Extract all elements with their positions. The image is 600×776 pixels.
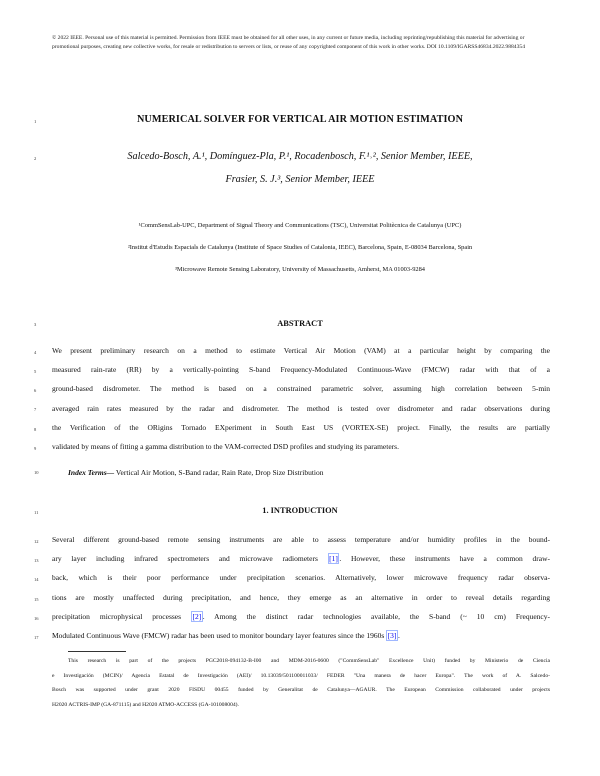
intro-line: Modulated Continuous Wave (FMCW) radar has been used to monitor boundary layer features since the 1960s [3] . (52, 630, 400, 640)
index-terms (68, 468, 324, 477)
line-number: 2 (34, 156, 37, 161)
intro-line: Several different ground-based remote sensing instruments are able to assess temperature and/or humidity profiles in the bound- (52, 535, 550, 544)
line-number: 7 (34, 407, 37, 412)
line-number: 17 (34, 635, 39, 640)
line-number: 10 (34, 470, 39, 475)
citation-link[interactable]: [3] (387, 630, 397, 640)
intro-line: ary layer including infrared spectrometers and microwave radiometers [1] . However, these instruments have a common draw- (52, 554, 550, 564)
footnote-line: e Investigación (MCIN)/ Agencia Estatal de Investigación (AEI)/ 10.13039/501100011033/ FEDER "Una manera de hacer Europa". The work of A. Salcedo- (52, 672, 550, 679)
line-number: 12 (34, 539, 39, 544)
line-number: 14 (34, 577, 39, 582)
citation-link[interactable]: [2] (192, 611, 202, 621)
introduction-body (52, 530, 550, 645)
intro-line: back, which is their poor performance under precipitation scenarios. Alternatively, lower microwave frequency radar observa- (52, 573, 550, 583)
line-number: 16 (34, 616, 39, 621)
intro-line: precipitation microphysical processes [2] . Among the distinct radar technologies available, the S-band (~ 10 cm) Frequency- (52, 611, 550, 621)
line-number: 9 (34, 446, 37, 451)
index-terms-text: Vertical Air Motion, S-Band radar, Rain Rate, Drop Size Distribution (114, 468, 324, 477)
footnote-rule (68, 651, 126, 652)
line-number: 1 (34, 119, 37, 124)
abstract-heading: ABSTRACT (277, 319, 323, 328)
affiliation-3: ³Microwave Remote Sensing Laboratory, University of Massachusetts, Amherst, MA 01003-9284 (175, 266, 425, 273)
line-number: 11 (34, 510, 39, 515)
affiliation-1: ¹CommSensLab-UPC, Department of Signal Theory and Communications (TSC), Universitat Politècnica de Catalunya (UPC) (138, 222, 462, 229)
affiliation-2: ²Institut d'Estudis Espacials de Catalunya (Institute of Space Studies of Catalonia, IEEC), Barcelona, Spain, E-08034 Barcelona, Spain (127, 244, 473, 251)
line-number: 13 (34, 558, 39, 563)
author-list-line-1: Salcedo-Bosch, A.¹, Domínguez-Pla, P.¹, Rocadenbosch, F.¹˒², Senior Member, IEEE, (127, 151, 473, 162)
citation-link[interactable]: [1] (329, 554, 338, 564)
footnote-line: This research is part of the projects PGC2018-094132-B-I00 and MDM-2016-0600 ("CommSensLab" Excellence Unit) funded by Ministerio de Ciencia (68, 658, 550, 664)
line-number: 4 (34, 350, 37, 355)
abstract-line: averaged rain rates measured by the radar and disdrometer. The method is tested over disdrometer and radar observations during (52, 403, 550, 413)
index-terms-label: Index Terms— (68, 468, 115, 477)
introduction-heading: 1. INTRODUCTION (262, 506, 338, 515)
line-number: 6 (34, 388, 37, 393)
abstract-line: ground-based disdrometer. The method is based on a constrained parametric solver, assuming high correlation between 5-min (52, 384, 550, 394)
author-list-line-2: Frasier, S. J.³, Senior Member, IEEE (225, 174, 375, 185)
footnote-line: H2020 ACTRIS-IMP (GA-871115) and H2020 ATMO-ACCESS (GA-101008004). (52, 701, 239, 708)
abstract-line: validated by means of fitting a gamma distribution to the VAM-corrected DSD profiles and studying its parameters. (52, 441, 399, 451)
abstract-line: measured rain-rate (RR) by a vertically-pointing S-band Frequency-Modulated Continuous-Wave (FMCW) radar with that of a (52, 365, 550, 375)
line-number: 8 (34, 427, 37, 432)
line-number: 5 (34, 369, 37, 374)
abstract-line: We present preliminary research on a method to estimate Vertical Air Motion (VAM) at a particular height by comparing the (52, 346, 550, 355)
line-number: 3 (34, 322, 37, 327)
abstract-line: the Verification of the ORigins Tornado EXperiment in South East US (VORTEX-SE) project. Finally, the results are partially (52, 422, 550, 432)
funding-footnote (52, 654, 550, 712)
footnote-line: Bosch was supported under grant 2020 FISDU 00455 funded by Generalitat de Catalunya—AGAUR. The European Commission collaborated under projects (52, 687, 550, 693)
abstract-body (52, 341, 550, 456)
paper-title: NUMERICAL SOLVER FOR VERTICAL AIR MOTION ESTIMATION (136, 114, 464, 125)
line-number: 15 (34, 597, 39, 602)
copyright-notice: © 2022 IEEE. Personal use of this material is permitted. Permission from IEEE must be obtained for all other uses, in any current or future media, including reprinting/republishing this material for advertising or promotional purposes, creating new collective works, for resale or redistribution to servers or lists, or reuse of any copyrighted component of this work in other works. DOI 10.1109/IGARSS46834.2022.9884354 (52, 35, 525, 50)
intro-line: tions are mostly unaffected during precipitation, and hence, they emerge as an alternative in order to reveal details regarding (52, 592, 550, 602)
